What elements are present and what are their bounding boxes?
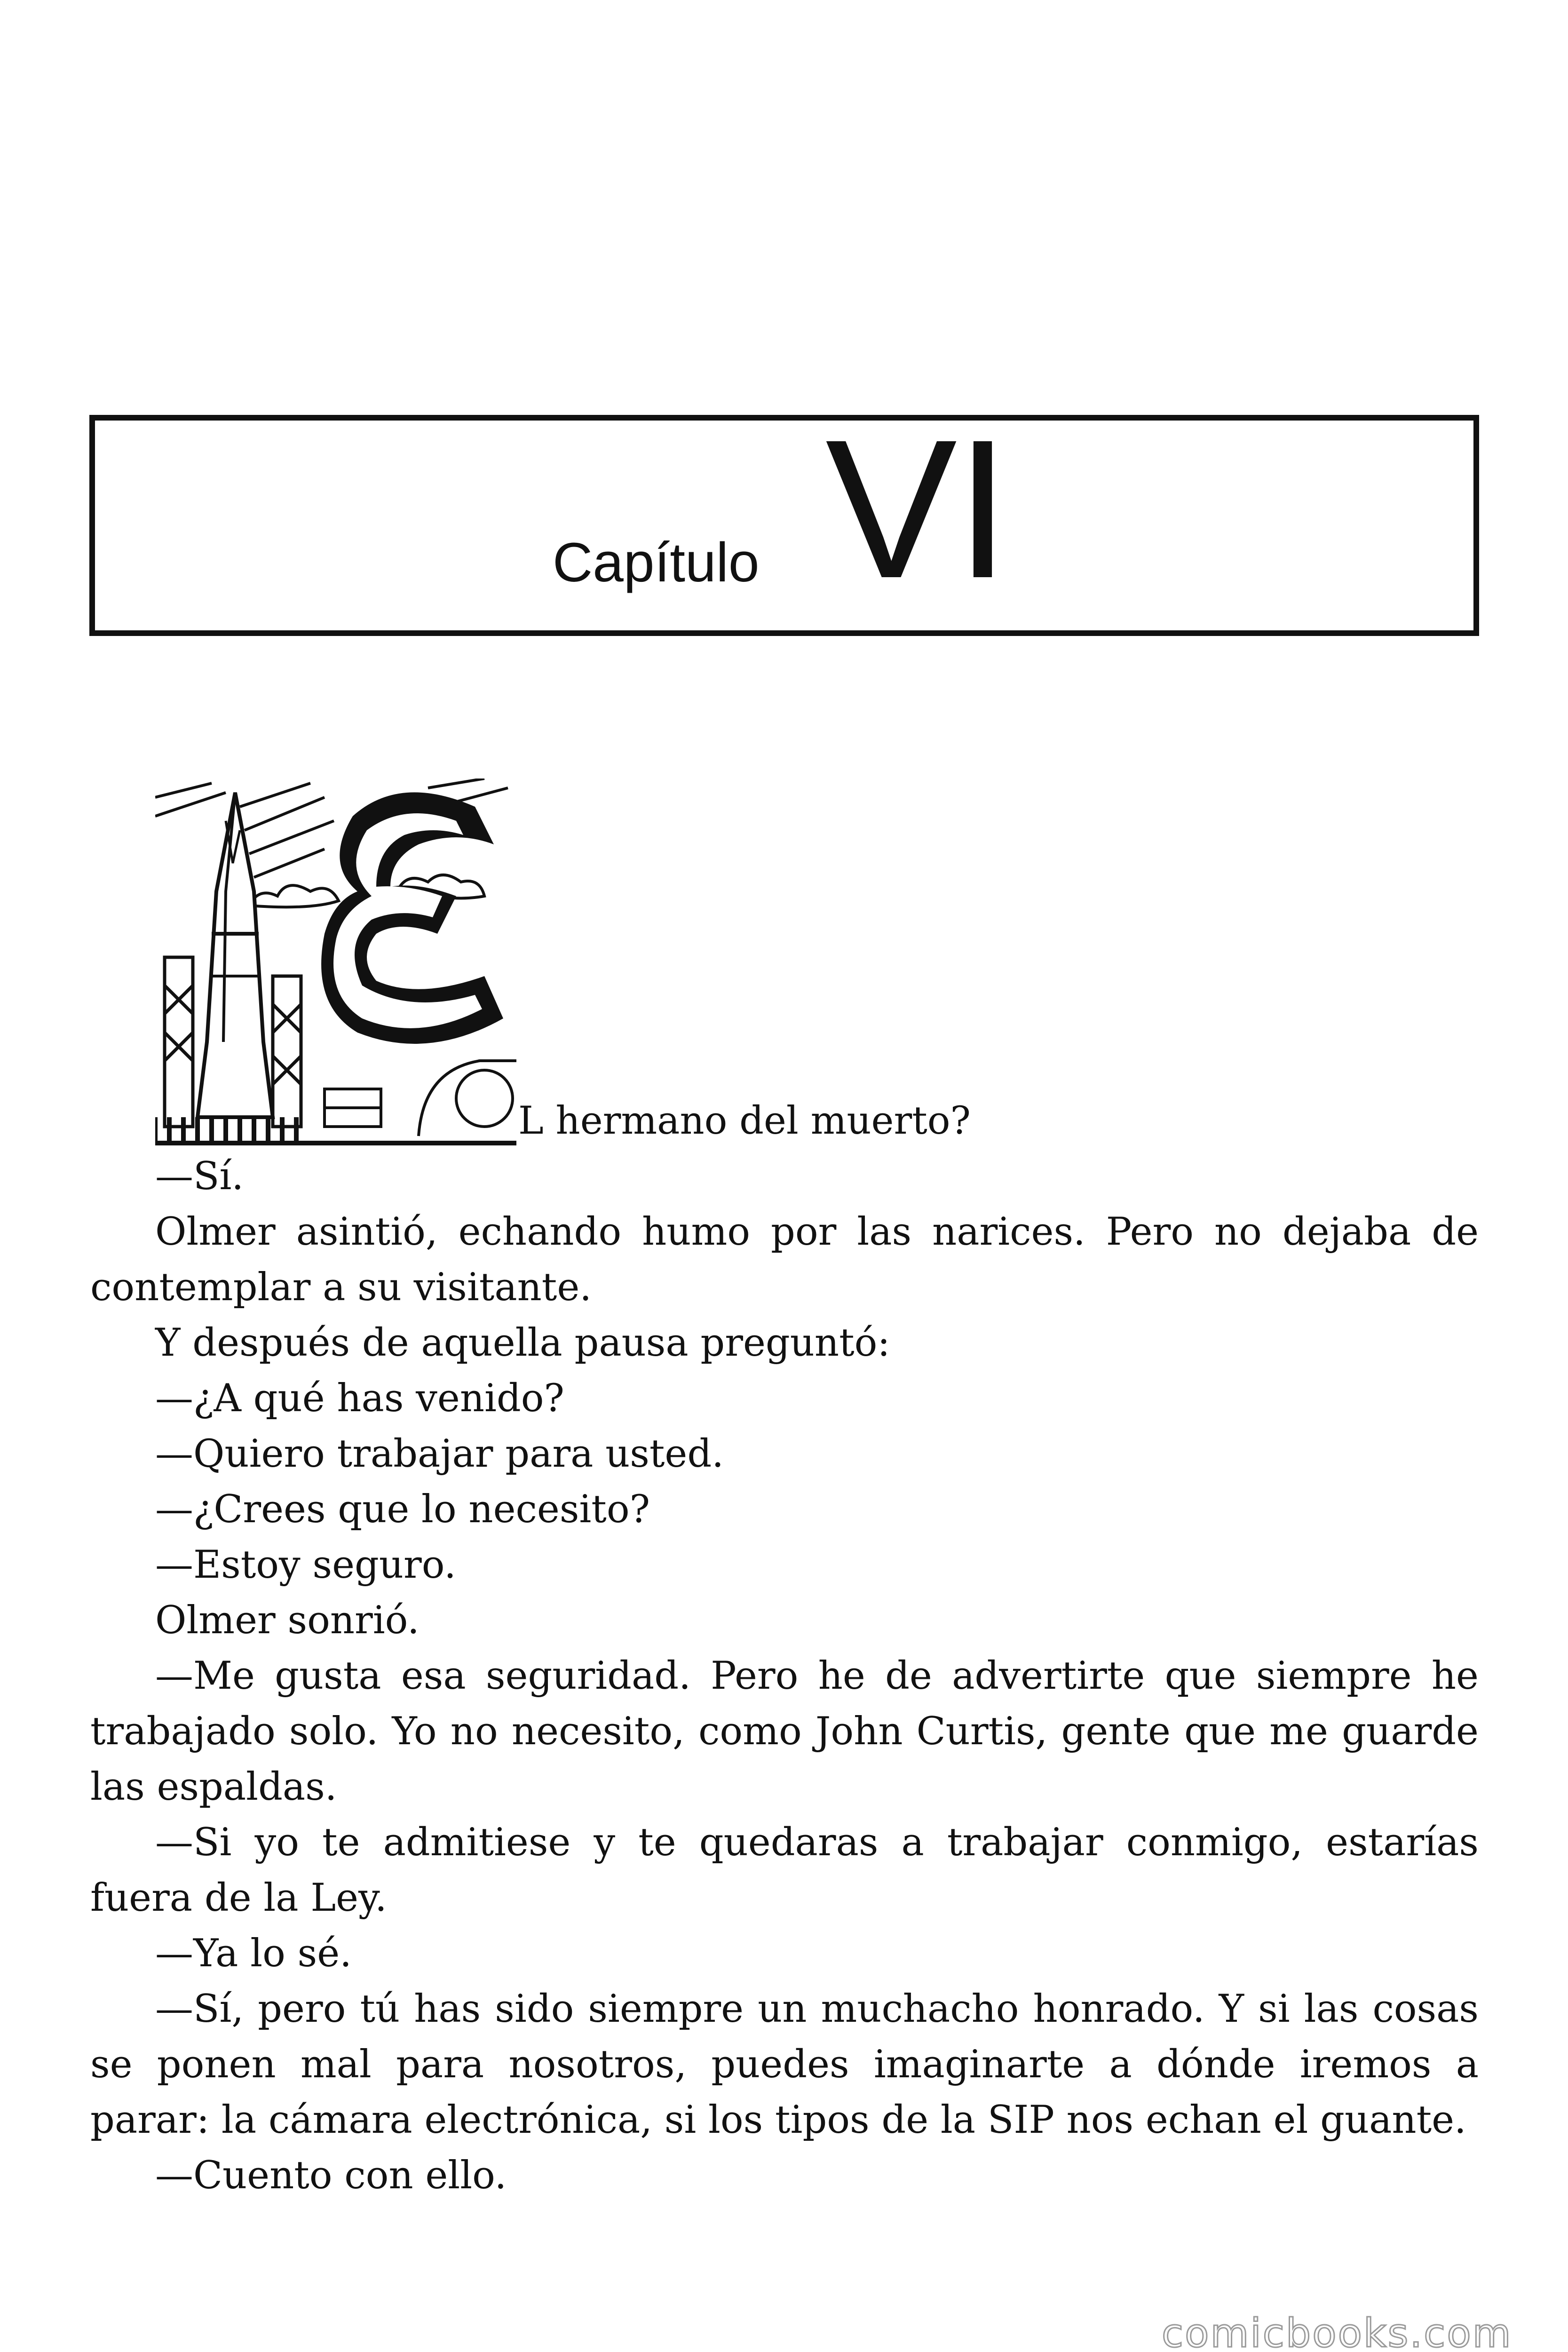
paragraph: —Estoy seguro. [155, 1543, 456, 1587]
paragraph: L hermano del muerto? [518, 1099, 971, 1143]
paragraph: Olmer sonrió. [155, 1598, 420, 1643]
paragraph: Olmer asintió, echando humo por las narices. Pero no dejaba de contemplar a su visitante. [90, 1210, 1479, 1310]
site-watermark: comicbooks.com [1162, 2310, 1513, 2352]
rocket-dropcap-icon [155, 779, 516, 1145]
paragraph: —Sí. [155, 1154, 244, 1199]
chapter-number: VI [825, 399, 1008, 620]
paragraph: —¿Crees que lo necesito? [155, 1487, 650, 1532]
paragraph: —Quiero trabajar para usted. [155, 1432, 724, 1476]
paragraph: Y después de aquella pausa preguntó: [155, 1321, 890, 1365]
paragraph: —Me gusta esa seguridad. Pero he de advertirte que siempre he trabajado solo. Yo no necesito, como John Curtis, gente que me guarde las espaldas. [90, 1654, 1479, 1809]
paragraph: —Si yo te admitiese y te quedaras a trabajar conmigo, estarías fuera de la Ley. [90, 1820, 1479, 1920]
chapter-heading-frame [89, 415, 1479, 636]
paragraph: —Ya lo sé. [155, 1931, 352, 1976]
paragraph: —Sí, pero tú has sido siempre un muchacho honrado. Y si las cosas se ponen mal para nosotros, puedes imaginarte a dónde iremos a parar: la cámara electrónica, si los tipos de la SIP nos echan el guante. [90, 1987, 1479, 2142]
paragraph: —Cuento con ello. [155, 2153, 507, 2198]
paragraph: —¿A qué has venido? [155, 1376, 564, 1421]
chapter-body [90, 1093, 1479, 2203]
chapter-label: Capítulo [553, 532, 760, 594]
